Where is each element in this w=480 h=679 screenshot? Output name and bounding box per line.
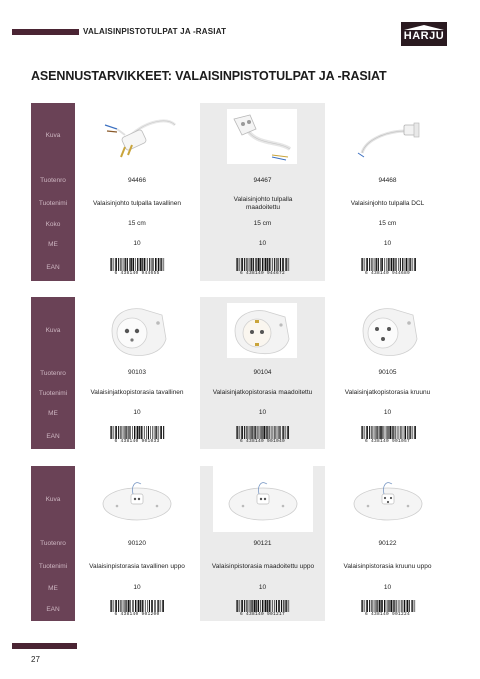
- product-table-cables: [31, 103, 448, 281]
- ean-barcode: [360, 426, 416, 446]
- product-image-94466: [76, 103, 198, 168]
- product-no-cell: 94466: [127, 176, 147, 184]
- product-name-cell: Valaisinpistorasia tavallinen uppo: [89, 562, 185, 570]
- ean-barcode: [109, 426, 165, 446]
- ean-number: 6 438140 901057: [364, 439, 410, 444]
- plug-cable-image: [97, 111, 177, 161]
- barcode-bar: [161, 258, 162, 271]
- product-image-90104: [227, 303, 297, 358]
- barcode-bar: [362, 600, 363, 612]
- me-cell: 10: [383, 584, 392, 591]
- barcode-bar: [412, 600, 413, 612]
- barcode-bar: [111, 600, 112, 612]
- harju-logo: [401, 22, 447, 46]
- product-image-90105: [327, 297, 448, 363]
- product-no-cell: 90105: [378, 369, 397, 376]
- ean-cell: [200, 254, 325, 281]
- me-cell: 10: [258, 409, 267, 416]
- product-name-cell: Valaisinpistorasia kruunu uppo: [343, 562, 432, 570]
- barcode-bar: [161, 600, 162, 612]
- row-label-product-no: Tuotenro: [40, 177, 66, 184]
- ean-barcode: [235, 600, 291, 619]
- ean-number: 6 438140 944655: [114, 270, 160, 276]
- product-image-94467: [227, 109, 297, 164]
- ean-barcode: [235, 258, 291, 278]
- row-label-image: Kuva: [45, 326, 61, 334]
- product-name-cell: Valaisinpistorasia maadoitettu uppo: [211, 562, 315, 570]
- barcode-bar: [414, 600, 415, 612]
- row-label-image: Kuva: [45, 132, 61, 139]
- row-label-me: ME: [48, 240, 58, 248]
- ean-number: 6 438140 944689: [364, 270, 410, 276]
- barcode-bar: [162, 600, 164, 612]
- row-label-product-name: Tuotenimi: [38, 200, 68, 207]
- barcode-bar: [237, 426, 238, 439]
- page-title: ASENNUSTARVIKKEET: VALAISINPISTOTULPAT JA -RASIAT: [31, 69, 387, 83]
- ean-barcode: [360, 600, 416, 619]
- barcode-bar: [288, 258, 289, 271]
- product-name-cell: Valaisinjatkopistorasia maadoitettu: [212, 389, 313, 396]
- row-label-product-name: Tuotenimi: [38, 563, 68, 570]
- size-cell: 15 cm: [253, 220, 272, 227]
- barcode-bar: [237, 600, 238, 612]
- crown-recessed-socket-image: [348, 472, 428, 526]
- row-label-product-no: Tuotenro: [40, 369, 66, 377]
- product-name-cell: Valaisinjohto tulpalla DCL: [350, 199, 425, 207]
- ean-cell: [327, 423, 448, 449]
- ean-cell: [76, 423, 198, 449]
- barcode-bar: [164, 258, 165, 271]
- size-cell: 15 cm: [378, 220, 397, 227]
- barcode-bar: [163, 426, 164, 439]
- row-label-ean: EAN: [46, 264, 60, 271]
- barcode-bar: [414, 426, 416, 439]
- ean-cell: [327, 598, 448, 621]
- ean-number: 6 438140 944672: [239, 270, 285, 276]
- grounded-recessed-socket-image: [223, 472, 303, 526]
- logo-text: HARJU: [403, 30, 445, 42]
- ean-cell: [76, 254, 198, 281]
- product-name-cell: Valaisinjatkopistorasia tavallinen: [90, 389, 184, 396]
- product-no-cell: 94467: [253, 176, 272, 184]
- crown-extension-socket-image: [353, 301, 423, 359]
- footer-accent-bar: [12, 643, 77, 649]
- product-name-cell: Valaisinjohto tulpalla tavallinen: [92, 199, 182, 207]
- ean-barcode: [360, 258, 416, 278]
- product-no-cell: 90121: [253, 539, 272, 547]
- barcode-bar: [361, 600, 362, 612]
- barcode-bar: [160, 258, 161, 271]
- me-cell: 10: [383, 240, 392, 247]
- product-no-cell: 90120: [127, 539, 147, 547]
- product-table-recessed-sockets: [31, 466, 448, 621]
- me-cell: 10: [133, 240, 141, 247]
- size-cell: 15 cm: [128, 220, 146, 227]
- page-number: 27: [31, 655, 40, 664]
- product-image-90120: [76, 466, 198, 532]
- barcode-bar: [362, 426, 363, 439]
- me-cell: 10: [133, 409, 141, 416]
- ean-number: 6 438140 901033: [114, 439, 160, 444]
- me-cell: 10: [133, 584, 141, 591]
- ean-barcode: [109, 600, 165, 619]
- header-accent-bar: [12, 29, 79, 35]
- product-no-cell: 90122: [378, 539, 397, 547]
- barcode-bar: [414, 258, 416, 271]
- barcode-bar: [361, 426, 362, 439]
- product-table-extension-sockets: [31, 297, 448, 449]
- barcode-bar: [111, 258, 112, 271]
- barcode-bar: [287, 426, 289, 439]
- barcode-bar: [236, 426, 237, 439]
- barcode-bar: [110, 426, 111, 439]
- product-image-90103: [76, 297, 198, 363]
- ean-cell: [327, 254, 448, 281]
- ean-number: 6 438140 901200: [114, 612, 160, 617]
- barcode-bar: [288, 600, 289, 612]
- ean-cell: [200, 598, 325, 621]
- product-image-90122: [327, 466, 448, 532]
- product-no-cell: 94468: [378, 176, 397, 184]
- barcode-bar: [285, 426, 286, 439]
- product-image-94468: [327, 103, 448, 168]
- product-name-cell: Valaisinjatkopistorasia kruunu: [344, 389, 431, 396]
- ean-number: 6 438140 901224: [364, 612, 410, 617]
- row-label-ean: EAN: [46, 432, 60, 440]
- row-label-ean: EAN: [46, 606, 60, 613]
- barcode-bar: [110, 258, 111, 271]
- row-label-me: ME: [48, 584, 58, 592]
- row-label-product-name: Tuotenimi: [38, 389, 68, 397]
- barcode-bar: [362, 258, 363, 271]
- me-cell: 10: [383, 409, 392, 416]
- header-title: VALAISINPISTOTULPAT JA -RASIAT: [83, 27, 227, 36]
- barcode-bar: [286, 258, 287, 271]
- barcode-bar: [286, 600, 287, 612]
- grounded-plug-cable-image: [228, 111, 296, 163]
- ean-cell: [76, 598, 198, 621]
- product-no-cell: 90103: [127, 369, 147, 376]
- me-cell: 10: [258, 240, 267, 247]
- barcode-bar: [111, 426, 112, 439]
- ean-barcode: [235, 426, 291, 446]
- barcode-bar: [361, 258, 362, 271]
- barcode-bar: [412, 426, 413, 439]
- me-cell: 10: [258, 584, 267, 591]
- barcode-bar: [236, 258, 237, 271]
- barcode-bar: [160, 426, 162, 439]
- row-label-me: ME: [48, 409, 58, 417]
- product-image-90121: [213, 466, 313, 532]
- barcode-bar: [110, 600, 111, 612]
- product-no-cell: 90104: [253, 369, 272, 376]
- barcode-bar: [412, 258, 413, 271]
- recessed-socket-image: [97, 472, 177, 526]
- ean-barcode: [109, 258, 165, 278]
- grounded-extension-socket-image: [229, 305, 295, 357]
- row-label-product-no: Tuotenro: [40, 540, 66, 547]
- product-name-cell: Valaisinjohto tulpalla maadoitettu: [233, 195, 293, 211]
- extension-socket-image: [102, 301, 172, 359]
- ean-cell: [200, 423, 325, 449]
- ean-number: 6 438140 901040: [239, 439, 285, 444]
- barcode-bar: [411, 600, 412, 612]
- barcode-bar: [236, 600, 237, 612]
- ean-number: 6 438140 901217: [239, 612, 285, 617]
- row-label-size: Koko: [45, 220, 61, 228]
- dcl-plug-cable-image: [348, 111, 428, 161]
- row-label-image: Kuva: [45, 495, 61, 503]
- barcode-bar: [237, 258, 238, 271]
